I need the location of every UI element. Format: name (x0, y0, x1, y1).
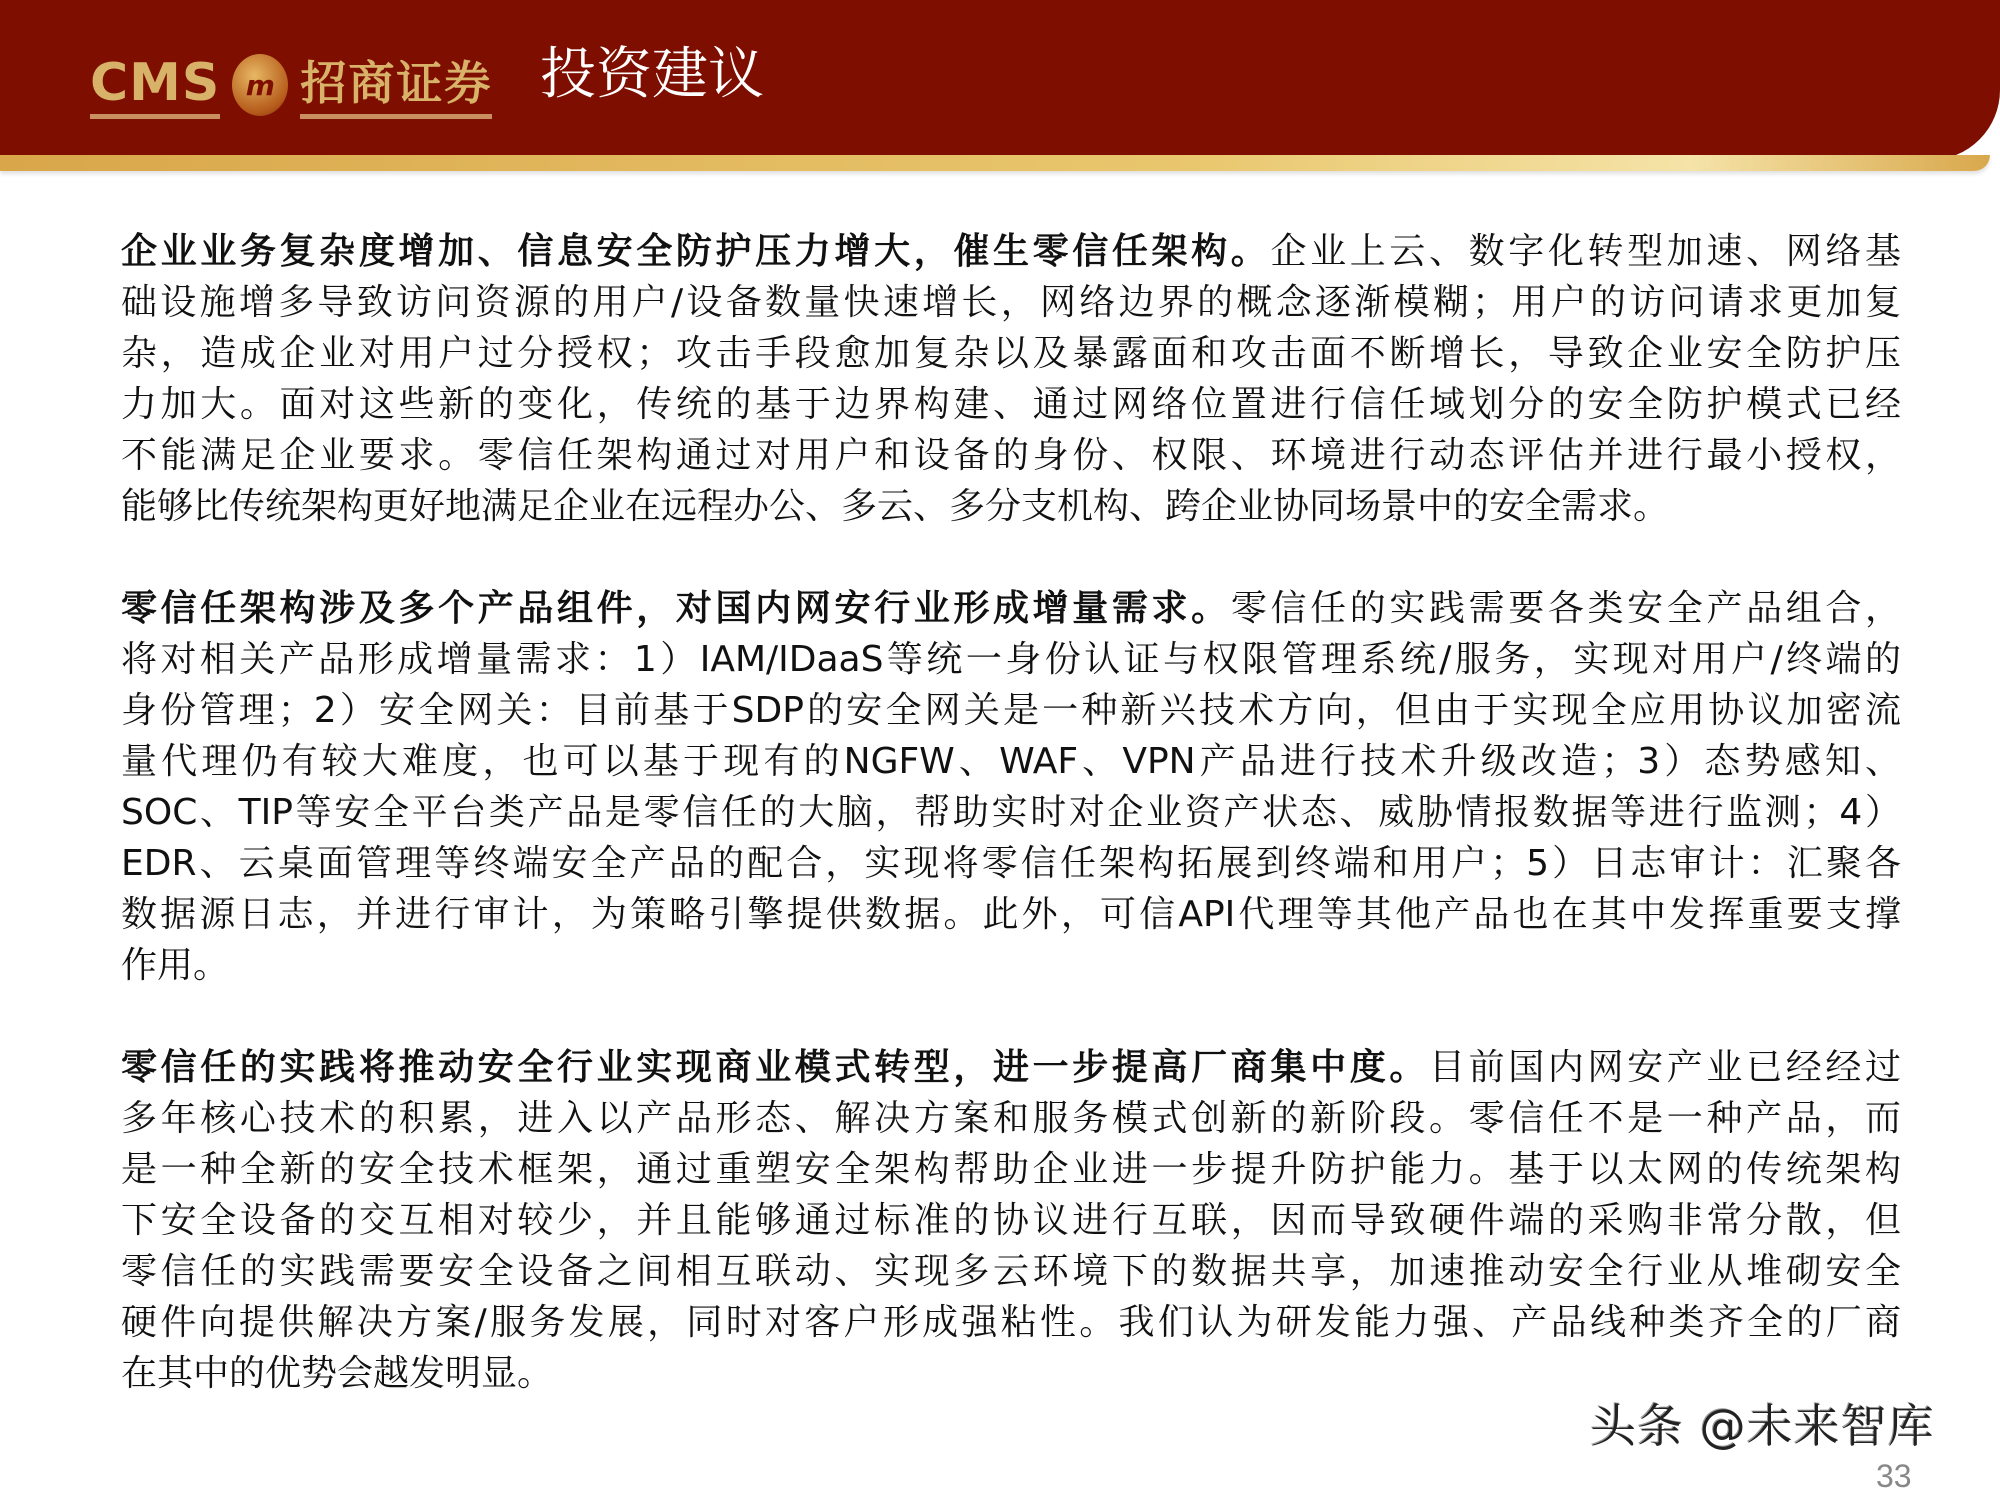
header-gold-stripe (0, 155, 1990, 171)
text-line: 是一种全新的安全技术框架，通过重塑安全架构帮助企业进一步提升防护能力。基于以太网的传统架构 (121, 1149, 1901, 1190)
text-line: 作用。 (121, 945, 230, 986)
text-line: 硬件向提供解决方案/服务发展，同时对客户形成强粘性。我们认为研发能力强、产品线种类齐全的厂商 (121, 1302, 1901, 1343)
slide-body (121, 226, 1901, 1450)
text-line: 量代理仍有较大难度，也可以基于现有的NGFW、WAF、VPN产品进行技术升级改造；3）态势感知、 (121, 741, 1901, 782)
text-span: 目前国内网安产业已经经过 (1428, 1047, 1901, 1088)
paragraph-business-model (121, 1042, 1901, 1399)
logo-emblem-icon: m (232, 54, 288, 116)
text-span: 零信任的实践需要各类安全产品组合， (1230, 588, 1901, 629)
text-line: 不能满足企业要求。零信任架构通过对用户和设备的身份、权限、环境进行动态评估并进行最小授权， (121, 435, 1901, 476)
text-line: 多年核心技术的积累，进入以产品形态、解决方案和服务模式创新的新阶段。零信任不是一种产品，而 (121, 1098, 1901, 1139)
text-line: EDR、云桌面管理等终端安全产品的配合，实现将零信任架构拓展到终端和用户；5）日志审计：汇聚各 (121, 843, 1901, 884)
text-line: 础设施增多导致访问资源的用户/设备数量快速增长，网络边界的概念逐渐模糊；用户的访问请求更加复 (121, 282, 1901, 323)
logo-cn-text: 招商证券 (300, 52, 492, 119)
text-line: 下安全设备的交互相对较少，并且能够通过标准的协议进行互联，因而导致硬件端的采购非常分散，但 (121, 1200, 1901, 1241)
text-line: 将对相关产品形成增量需求：1）IAM/IDaaS等统一身份认证与权限管理系统/服务，实现对用户/终端的 (121, 639, 1901, 680)
text-span: 企业上云、数字化转型加速、网络基 (1270, 231, 1901, 272)
slide-header (0, 0, 2000, 175)
text-line (121, 583, 1901, 634)
watermark: 头条 @未来智库 (1590, 1399, 1935, 1453)
paragraph-lead: 零信任架构涉及多个产品组件，对国内网安行业形成增量需求。 (121, 588, 1231, 629)
cms-logo (90, 45, 492, 125)
logo-en-text: CMS (90, 52, 220, 119)
text-line: 在其中的优势会越发明显。 (121, 1353, 554, 1394)
page-title: 投资建议 (540, 42, 764, 107)
paragraph-lead: 企业业务复杂度增加、信息安全防护压力增大，催生零信任架构。 (121, 231, 1271, 272)
text-line (121, 1042, 1901, 1093)
paragraph-lead: 零信任的实践将推动安全行业实现商业模式转型，进一步提高厂商集中度。 (121, 1047, 1429, 1088)
paragraph-drivers (121, 226, 1901, 532)
text-line: 能够比传统架构更好地满足企业在远程办公、多云、多分支机构、跨企业协同场景中的安全需求。 (121, 486, 1670, 527)
text-line: 力加大。面对这些新的变化，传统的基于边界构建、通过网络位置进行信任域划分的安全防护模式已经 (121, 384, 1901, 425)
text-line: 杂，造成企业对用户过分授权；攻击手段愈加复杂以及暴露面和攻击面不断增长，导致企业安全防护压 (121, 333, 1901, 374)
text-line: 零信任的实践需要安全设备之间相互联动、实现多云环境下的数据共享，加速推动安全行业从堆砌安全 (121, 1251, 1901, 1292)
text-line: 身份管理；2）安全网关：目前基于SDP的安全网关是一种新兴技术方向，但由于实现全应用协议加密流 (121, 690, 1901, 731)
text-line (121, 226, 1901, 277)
text-line: SOC、TIP等安全平台类产品是零信任的大脑，帮助实时对企业资产状态、威胁情报数据等进行监测；4） (121, 792, 1901, 833)
paragraph-products (121, 583, 1901, 991)
page-number: 33 (1876, 1458, 1912, 1494)
text-line: 数据源日志，并进行审计，为策略引擎提供数据。此外，可信API代理等其他产品也在其中发挥重要支撑 (121, 894, 1901, 935)
